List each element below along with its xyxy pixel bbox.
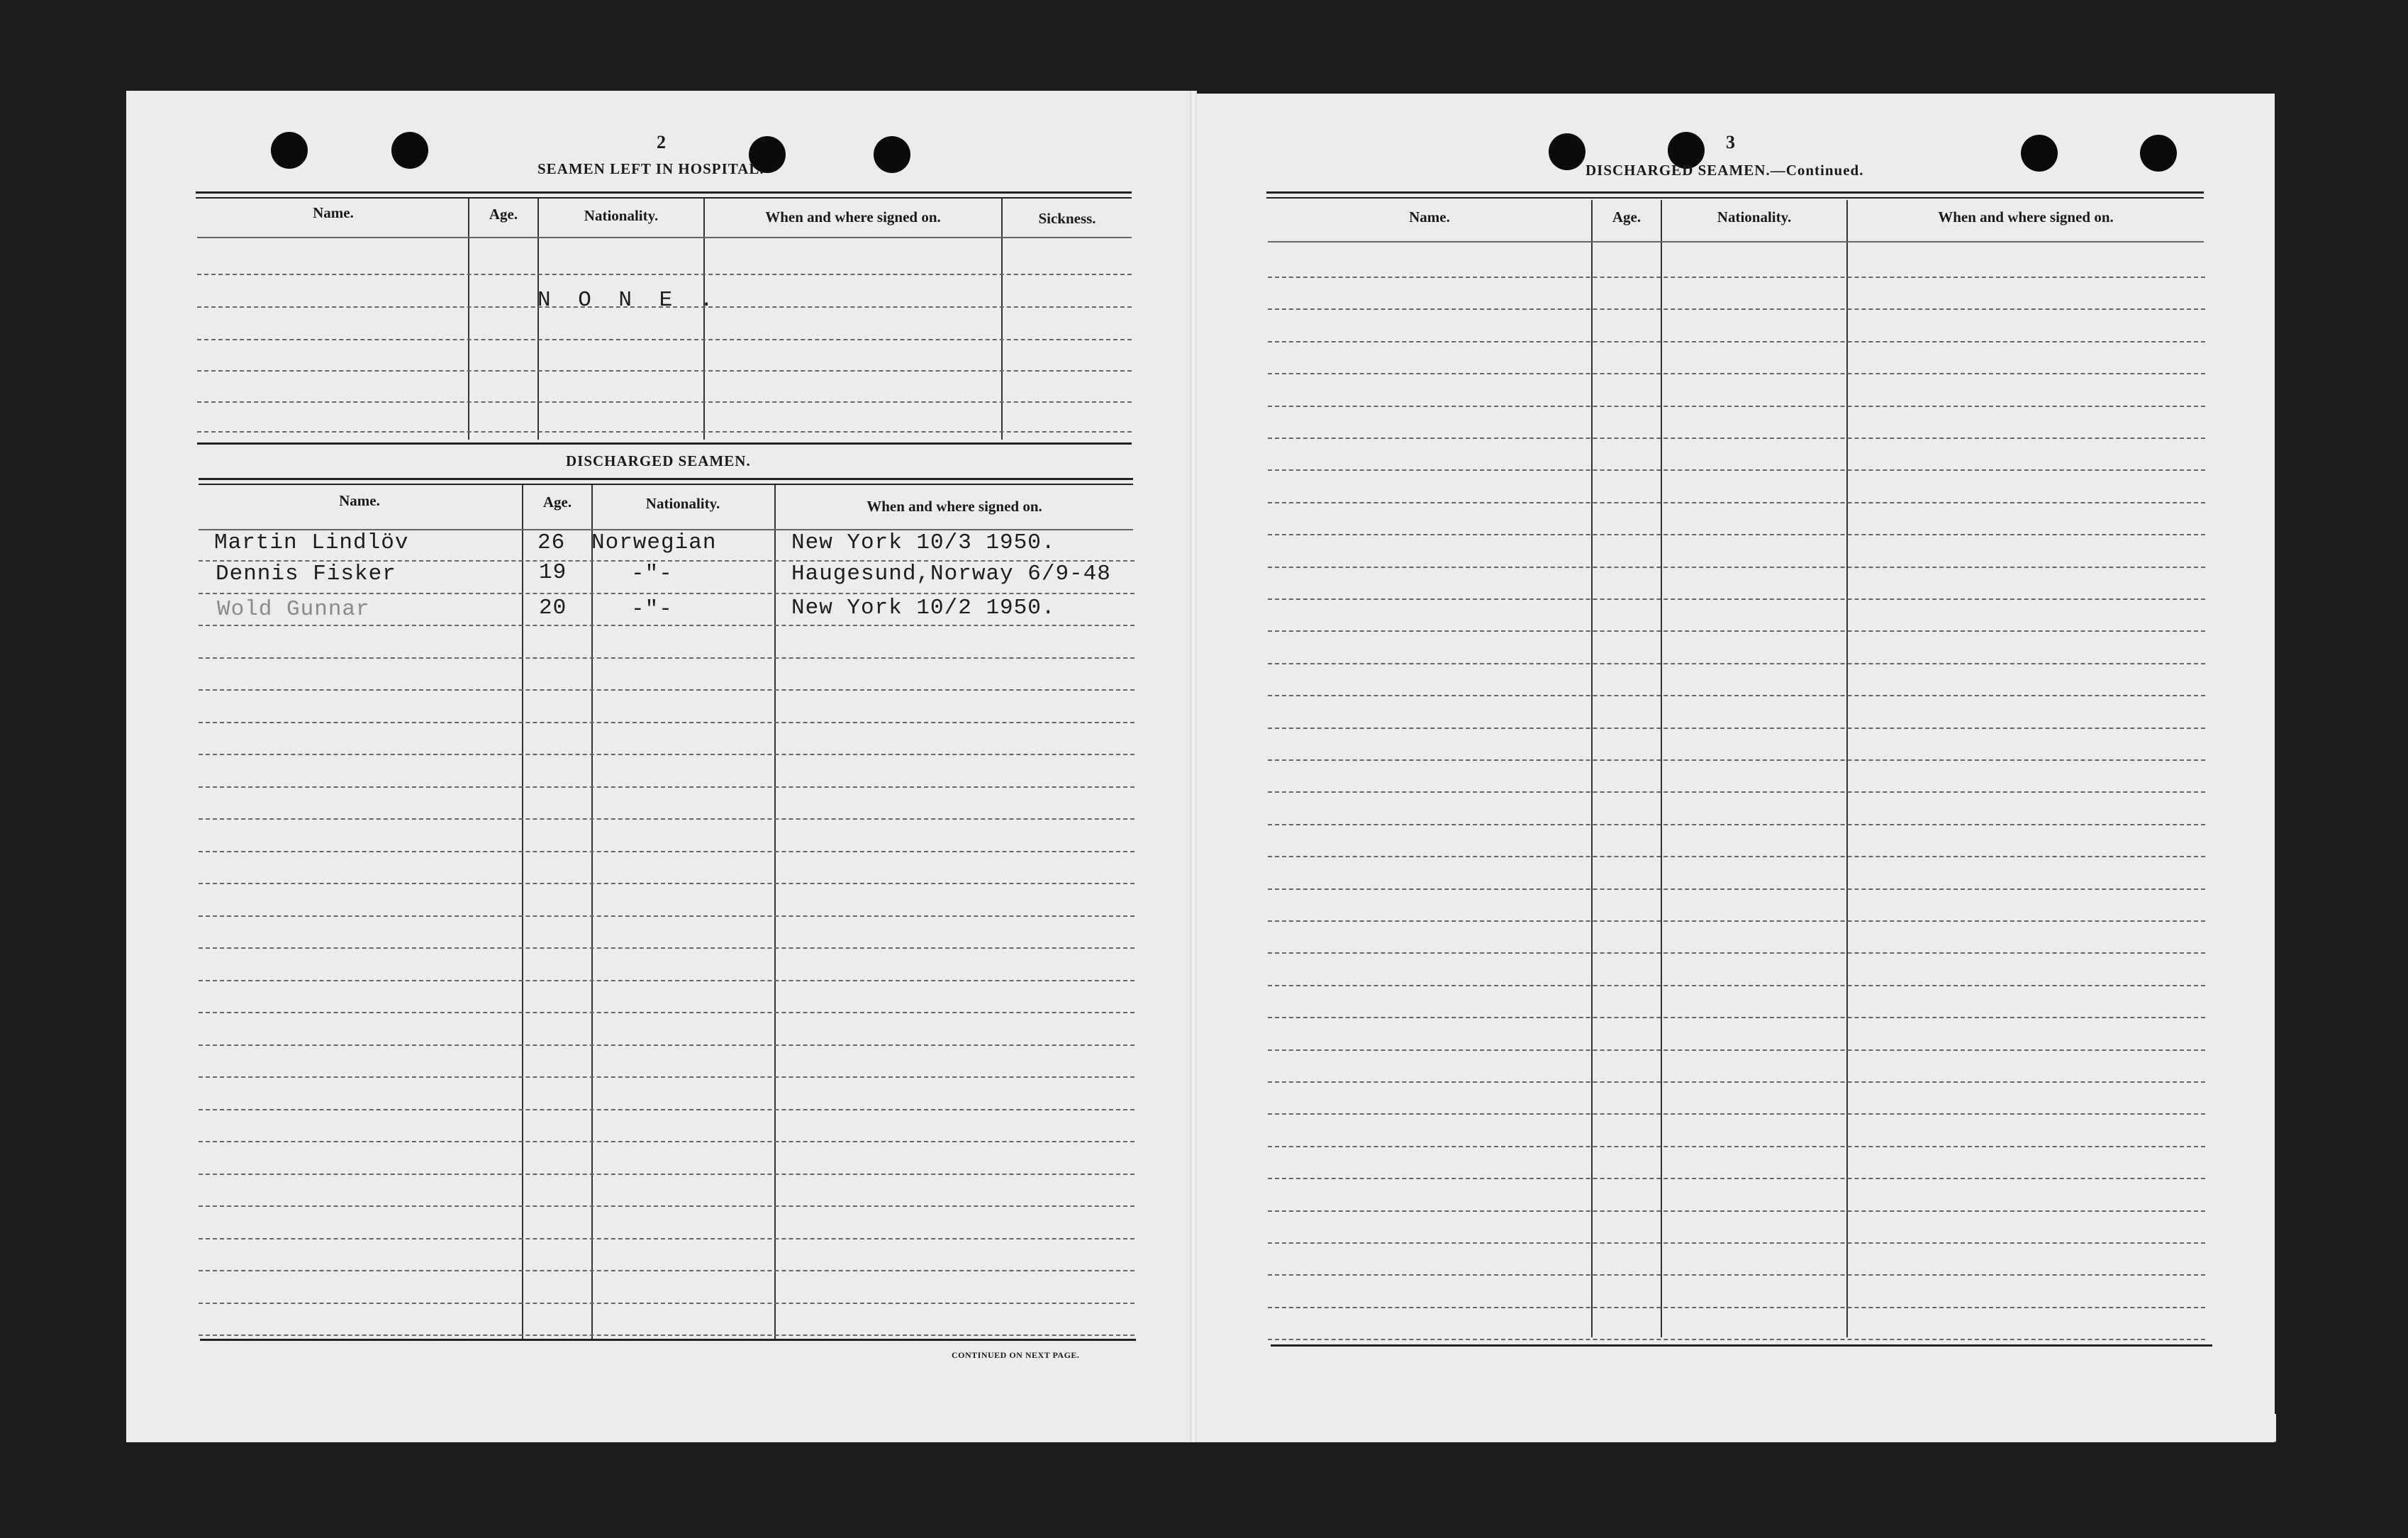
right-row-line — [1268, 438, 2205, 439]
right-col-age: Age. — [1612, 208, 1641, 225]
hospital-top-rule — [196, 191, 1132, 194]
discharged-row-3-age: 20 — [539, 596, 567, 620]
discharged-row-line — [199, 818, 1135, 820]
hospital-row-line — [197, 339, 1132, 340]
discharged-top-rule-2 — [199, 484, 1133, 485]
right-row-line — [1268, 1017, 2205, 1018]
hospital-row-line — [197, 431, 1132, 433]
discharged-row-3-signed-on: New York 10/2 1950. — [791, 596, 1056, 620]
right-row-line — [1268, 1081, 2205, 1083]
discharged-row-line — [199, 754, 1135, 755]
right-row-line — [1268, 1210, 2205, 1212]
punch-hole — [1549, 133, 1585, 170]
discharged-row-1-name: Martin Lindlöv — [214, 530, 409, 555]
discharged-row-line — [199, 851, 1135, 852]
right-row-line — [1268, 888, 2205, 890]
right-col-signed-on: When and where signed on. — [1938, 208, 2114, 225]
discharged-bottom-rule — [200, 1339, 1136, 1341]
right-row-line — [1268, 1049, 2205, 1051]
hospital-section-title: SEAMEN LEFT IN HOSPITAL. — [537, 160, 764, 177]
right-row-line — [1268, 728, 2205, 729]
punch-hole — [391, 132, 428, 169]
discharged-row-line — [199, 1270, 1135, 1271]
right-page-number: 3 — [1726, 132, 1735, 152]
hospital-col-divider — [468, 199, 469, 440]
right-col-divider — [1846, 200, 1848, 1337]
right-top-rule — [1266, 191, 2204, 194]
hospital-row-line — [197, 274, 1132, 275]
discharged-row-1-age: 26 — [537, 530, 566, 555]
right-row-line — [1268, 277, 2205, 278]
discharged-row-line — [199, 1076, 1135, 1078]
discharged-row-2-signed-on: Haugesund,Norway 6/9-48 — [791, 562, 1111, 586]
discharged-row-line — [199, 1303, 1135, 1304]
right-col-nationality: Nationality. — [1717, 208, 1792, 225]
hospital-top-rule-2 — [196, 197, 1132, 199]
hospital-col-divider — [537, 199, 539, 440]
hospital-col-signed-on: When and where signed on. — [765, 208, 941, 225]
right-row-line — [1268, 1178, 2205, 1179]
discharged-row-line — [199, 1205, 1135, 1207]
right-section-title: DISCHARGED SEAMEN.—Continued. — [1585, 162, 1864, 179]
right-col-divider — [1661, 200, 1662, 1337]
hospital-header-underline — [197, 237, 1132, 238]
right-row-line — [1268, 373, 2205, 374]
discharged-row-line — [199, 1141, 1135, 1142]
right-row-line — [1268, 856, 2205, 857]
hospital-col-nationality: Nationality. — [584, 207, 659, 224]
right-row-line — [1268, 630, 2205, 632]
discharged-row-line — [199, 883, 1135, 884]
discharged-col-nationality: Nationality. — [645, 495, 720, 512]
right-row-line — [1268, 1307, 2205, 1308]
right-row-line — [1268, 663, 2205, 664]
right-row-line — [1268, 920, 2205, 922]
right-row-line — [1268, 341, 2205, 342]
right-col-name: Name. — [1409, 208, 1450, 225]
right-row-line — [1268, 1146, 2205, 1147]
discharged-row-line — [199, 625, 1135, 626]
discharged-row-2-age: 19 — [539, 560, 567, 585]
right-row-line — [1268, 534, 2205, 535]
right-row-line — [1268, 406, 2205, 407]
right-row-line — [1268, 1242, 2205, 1244]
right-row-line — [1268, 759, 2205, 761]
discharged-row-line — [199, 593, 1135, 594]
continued-note: CONTINUED ON NEXT PAGE. — [952, 1350, 1080, 1360]
hospital-row-line — [197, 370, 1132, 372]
discharged-row-line — [199, 1012, 1135, 1013]
discharged-row-line — [199, 657, 1135, 659]
discharged-col-divider — [774, 485, 776, 1339]
right-row-line — [1268, 598, 2205, 600]
hospital-col-divider — [1001, 199, 1003, 440]
right-page-sheet — [1191, 94, 2275, 1442]
page-fold — [1190, 91, 1197, 1442]
discharged-col-signed-on: When and where signed on. — [866, 498, 1042, 515]
hospital-col-sickness: Sickness. — [1038, 210, 1096, 227]
discharged-row-1-nationality: Norwegian — [591, 530, 717, 555]
hospital-row-line — [197, 401, 1132, 403]
discharged-row-line — [199, 1334, 1135, 1336]
discharged-col-age: Age. — [542, 494, 572, 511]
right-row-line — [1268, 985, 2205, 986]
right-header-underline — [1268, 241, 2204, 243]
hospital-col-age: Age. — [489, 206, 518, 223]
right-row-line — [1268, 952, 2205, 954]
discharged-row-2-name: Dennis Fisker — [216, 562, 396, 586]
right-col-divider — [1591, 200, 1593, 1337]
hospital-bottom-rule — [197, 442, 1132, 445]
discharged-row-3-name: Wold Gunnar — [217, 597, 370, 622]
punch-hole — [2021, 135, 2058, 172]
right-row-line — [1268, 1274, 2205, 1276]
discharged-row-1-signed-on: New York 10/3 1950. — [791, 530, 1056, 555]
punch-hole — [2140, 135, 2177, 172]
punch-hole — [271, 132, 308, 169]
discharged-row-line — [199, 786, 1135, 788]
discharged-col-name: Name. — [339, 492, 380, 509]
discharged-row-line — [199, 1174, 1135, 1175]
discharged-row-line — [199, 947, 1135, 949]
right-row-line — [1268, 308, 2205, 310]
right-row-line — [1268, 469, 2205, 471]
discharged-row-3-nationality: -"- — [631, 597, 673, 622]
right-row-line — [1268, 791, 2205, 793]
right-bottom-rule — [1271, 1344, 2212, 1347]
corner-fold — [2248, 1414, 2276, 1442]
discharged-row-line — [199, 980, 1135, 981]
right-row-line — [1268, 824, 2205, 825]
discharged-col-divider — [522, 485, 523, 1339]
discharged-top-rule — [199, 478, 1133, 480]
discharged-row-2-nationality: -"- — [631, 562, 673, 586]
discharged-row-line — [199, 1109, 1135, 1110]
hospital-none-entry: N O N E . — [537, 288, 720, 313]
discharged-section-title: DISCHARGED SEAMEN. — [566, 452, 751, 469]
punch-hole — [874, 136, 910, 173]
discharged-row-line — [199, 1238, 1135, 1239]
discharged-row-line — [199, 722, 1135, 723]
discharged-row-line — [199, 1044, 1135, 1046]
right-top-rule-2 — [1266, 197, 2204, 199]
discharged-row-line — [199, 915, 1135, 917]
right-row-line — [1268, 502, 2205, 503]
right-row-line — [1268, 1113, 2205, 1115]
discharged-col-divider — [591, 485, 593, 1339]
hospital-col-name: Name. — [313, 204, 354, 221]
hospital-col-divider — [703, 199, 705, 440]
discharged-row-line — [199, 560, 1135, 562]
right-row-line — [1268, 1339, 2205, 1340]
left-page-number: 2 — [657, 132, 666, 152]
right-row-line — [1268, 567, 2205, 568]
discharged-row-line — [199, 689, 1135, 691]
right-row-line — [1268, 695, 2205, 696]
